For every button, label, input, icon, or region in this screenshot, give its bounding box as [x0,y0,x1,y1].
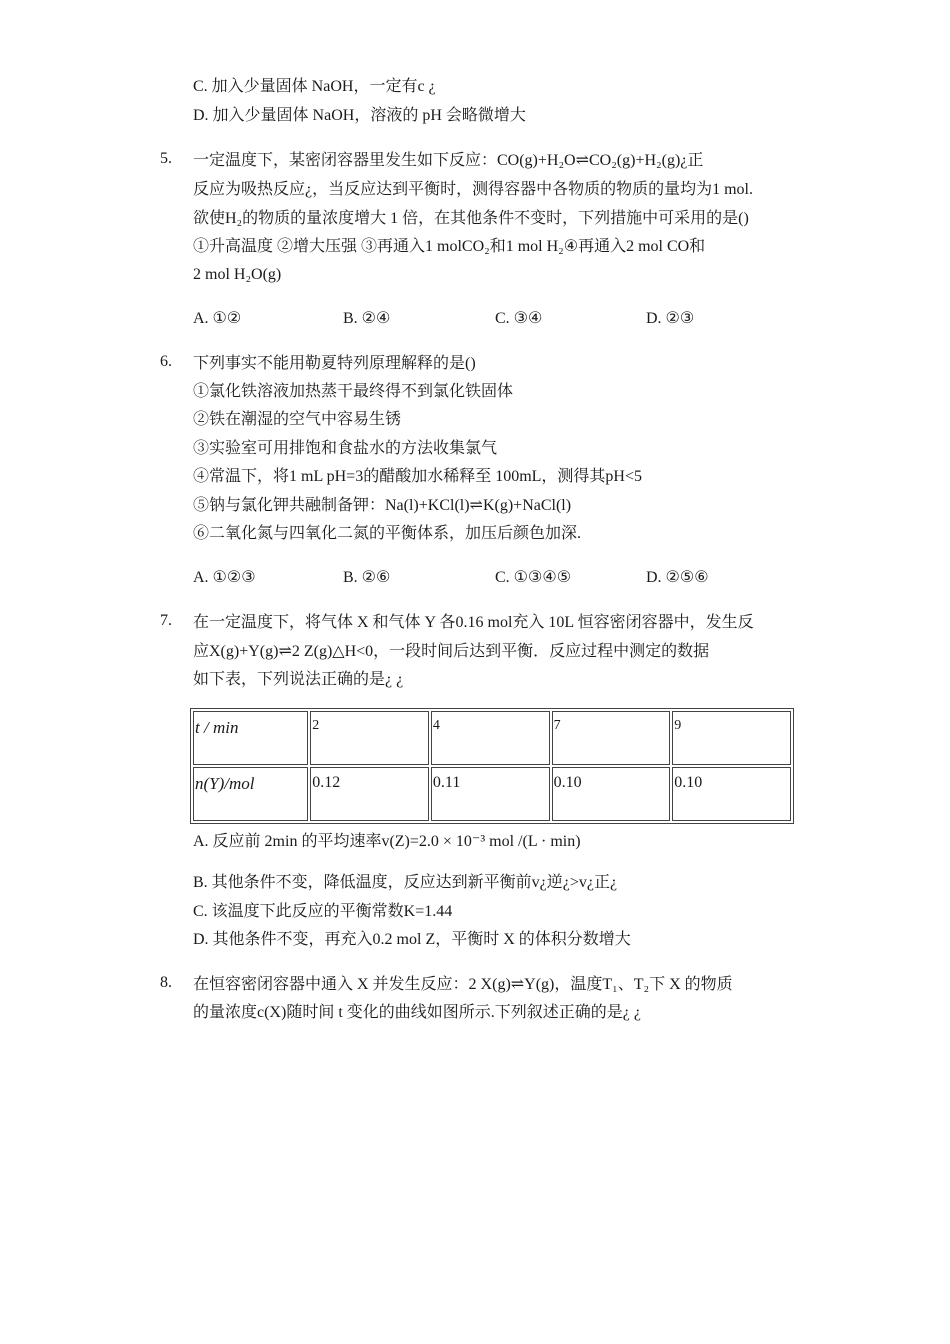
q4-option-d: D. 加入少量固体 NaOH，溶液的 pH 会略微增大 [193,107,526,124]
table-cell: 7 [552,711,671,765]
q5-stem-line2: 反应为吸热反应¿，当反应达到平衡时，测得容器中各物质的物质的量均为1 mol. [193,181,753,198]
table-cell: n(Y)/mol [193,767,308,821]
table-cell: 2 [310,711,429,765]
table-cell: 4 [431,711,550,765]
q7-option-a: A. 反应前 2min 的平均速率v(Z)=2.0 × 10⁻³ mol /(L · min) [193,833,581,850]
q6-item-6: ⑥二氧化氮与四氧化二氮的平衡体系，加压后颜色加深. [193,525,582,542]
q7-stem-line2: 应X(g)+Y(g)⇌2 Z(g)△H<0，一段时间后达到平衡．反应过程中测定的数据 [193,643,710,660]
table-cell: 0.12 [310,767,429,821]
q6-item-4: ④常温下，将1 mL pH=3的醋酸加水稀释至 100mL，测得其pH<5 [193,468,643,485]
q6-option-a: A. ①②③ [193,569,256,586]
q5-option-c: C. ③④ [495,310,543,327]
table-row [193,711,791,765]
table-cell: 0.10 [672,767,791,821]
q6-item-2: ②铁在潮湿的空气中容易生锈 [193,411,402,428]
table-cell: 0.10 [552,767,671,821]
table-cell: t / min [193,711,308,765]
q6-number: 6. [160,353,172,370]
table-cell: 0.11 [431,767,550,821]
q8-stem-line2: 的量浓度c(X)随时间 t 变化的曲线如图所示.下列叙述正确的是¿ ¿ [193,1004,641,1021]
q7-option-c: C. 该温度下此反应的平衡常数K=1.44 [193,903,453,920]
q4-option-c: C. 加入少量固体 NaOH，一定有c ¿ [193,78,436,95]
q6-item-3: ③实验室可用排饱和食盐水的方法收集氯气 [193,440,498,457]
q5-option-a: A. ①② [193,310,242,327]
q6-option-b: B. ②⑥ [343,569,391,586]
q5-number: 5. [160,150,172,167]
q7-stem-line1: 在一定温度下，将气体 X 和气体 Y 各0.16 mol充入 10L 恒容密闭容器中，发生反 [193,614,754,631]
q6-option-d: D. ②⑤⑥ [646,569,709,586]
q6-item-5: ⑤钠与氯化钾共融制备钾：Na(l)+KCl(l)⇌K(g)+NaCl(l) [193,497,572,514]
q6-option-c: C. ①③④⑤ [495,569,572,586]
q5-stem-line5: 2 mol H₂O(g) [193,266,282,283]
table-row [193,767,791,821]
q5-stem-line4: ①升高温度 ②增大压强 ③再通入1 molCO₂和1 mol H₂④再通入2 mol CO和 [193,238,706,255]
q6-item-1: ①氯化铁溶液加热蒸干最终得不到氯化铁固体 [193,383,514,400]
q7-option-d: D. 其他条件不变，再充入0.2 mol Z，平衡时 X 的体积分数增大 [193,931,631,948]
table-cell: 9 [672,711,791,765]
q7-stem-line3: 如下表，下列说法正确的是¿ ¿ [193,671,404,688]
q7-option-b: B. 其他条件不变，降低温度，反应达到新平衡前v¿逆¿>v¿正¿ [193,874,618,891]
q5-option-b: B. ②④ [343,310,391,327]
q8-number: 8. [160,974,172,991]
q5-option-d: D. ②③ [646,310,695,327]
q8-stem-line1: 在恒容密闭容器中通入 X 并发生反应：2 X(g)⇌Y(g)，温度T₁、T₂下 X 的物质 [193,976,733,993]
q5-stem-line1: 一定温度下，某密闭容器里发生如下反应：CO(g)+H₂O⇌CO₂(g)+H₂(g)¿正 [193,152,704,169]
q6-stem: 下列事实不能用勒夏特列原理解释的是() [193,355,476,372]
q7-number: 7. [160,612,172,629]
q7-data-table [190,708,794,824]
q5-stem-line3: 欲使H₂的物质的量浓度增大 1 倍，在其他条件不变时，下列措施中可采用的是() [193,210,749,227]
